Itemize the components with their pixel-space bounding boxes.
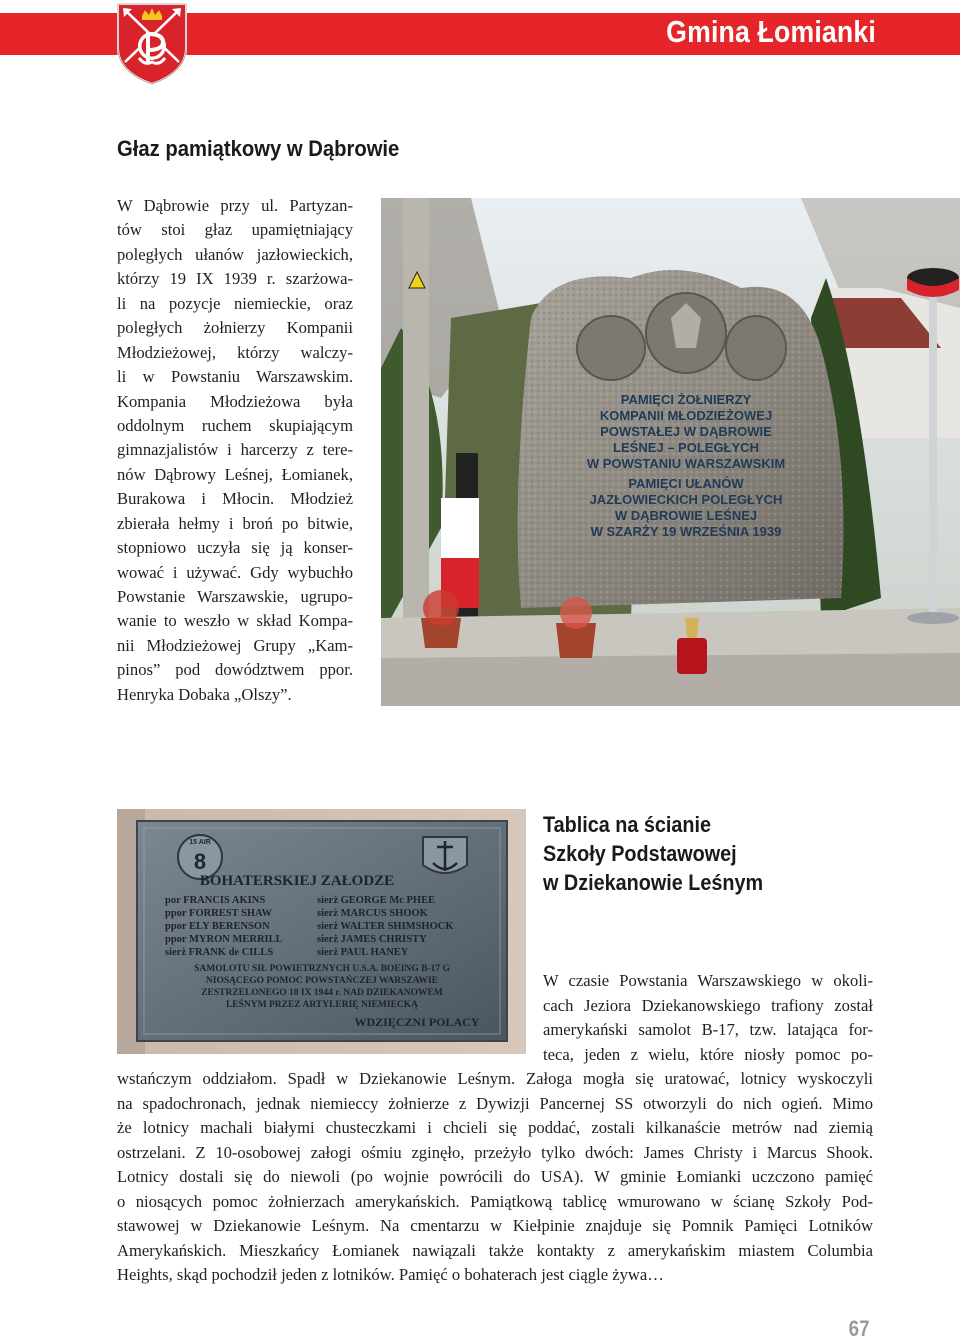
text-line: oddolnym ruchem skupiającym — [117, 415, 353, 435]
stone-inscription-line: W POWSTANIU WARSZAWSKIM — [586, 456, 786, 471]
plaque-crew-right: sierż WALTER SHIMSHOCK — [317, 921, 454, 932]
plaque-text-line: LEŚNYM PRZEZ ARTYLERIĘ NIEMIECKĄ — [225, 1000, 419, 1010]
text-line: nii Młodzieżowej Grupy „Kam- — [117, 635, 353, 655]
text-line: cach Jeziora Dziekanowskiego trafiony został — [543, 995, 873, 1015]
text-line: że lotnicy machali białymi chusteczkami i chcieli się poddać, zostali kilkanaście metrów nad ziemią — [117, 1118, 873, 1137]
text-line: pinos” pod dowództwem ppor. — [117, 660, 353, 680]
plaque-crew-right: sierż GEORGE Mc PHEE — [317, 895, 436, 906]
section-heading-tablica: Tablica na ścianie Szkoły Podstawowej w Dziekanowie Leśnym — [543, 812, 764, 895]
tablica-body-text — [117, 1067, 873, 1288]
text-line: Lotnicy dostali się do niewoli (po wojnie powrócili do USA). W gminie Łomianki uczczono pamięć — [117, 1167, 873, 1186]
text-line: W czasie Powstania Warszawskiego w okoli- — [543, 971, 873, 990]
text-line: zbierała hełmy i broń po bitwie, — [117, 513, 353, 533]
text-line: Młodzieżowej, którzy walczy- — [117, 342, 353, 362]
text-line: li w Powstaniu Warszawskim. — [117, 367, 353, 387]
text-line: li na pozycje niemieckie, oraz — [117, 293, 353, 313]
plaque-text-line: ZESTRZELONEGO 18 IX 1944 r. NAD DZIEKANOWEM — [201, 988, 443, 998]
stone-inscription-line: W SZARŻY 19 WRZEŚNIA 1939 — [590, 524, 782, 539]
text-line: na spadochronach, jednak niemieccy żołnierze z Dywizji Pancernej SS otworzyli do nich ogień. Mimo — [117, 1093, 873, 1113]
text-line: W Dąbrowie przy ul. Partyzan- — [117, 196, 353, 215]
plaque-crew-right: sierż MARCUS SHOOK — [317, 908, 428, 919]
text-line: poległych żołnierzy Kompanii — [117, 318, 353, 338]
page-number: 67 — [848, 1316, 869, 1341]
text-line: wanie to weszło w skład Kompa- — [117, 611, 353, 631]
text-line: o niosących pomoc żołnierzach amerykańskich. Pamiątkową tablicę wmurowano w ścianę Szkoły Pod- — [117, 1191, 873, 1211]
memorial-stone-photo — [381, 198, 960, 706]
stone-inscription-line: PAMIĘCI UŁANÓW — [628, 476, 744, 491]
glaz-description — [117, 194, 353, 707]
text-line: nów Dąbrowy Leśnej, Łomianek, — [117, 464, 353, 484]
tablica-intro-text — [543, 969, 873, 1067]
text-line: tów stoi głaz upamiętniający — [117, 220, 353, 240]
plaque-crew-right: sierż JAMES CHRISTY — [317, 934, 427, 945]
text-line: ostrzelani. Z 10-osobowej załogi ośmiu zginęło, przeżyło tylko dwóch: James Christy i Marcus Shook. — [117, 1142, 873, 1162]
plaque-crew-left: por FRANCIS AKINS — [165, 895, 266, 906]
text-line: poległych ułanów jazłowieckich, — [117, 244, 353, 264]
plaque-crew-left: ppor FORREST SHAW — [165, 908, 272, 919]
plaque-crew-left: ppor MYRON MERRILL — [165, 934, 283, 945]
crew-plaque-photo — [117, 809, 526, 1054]
text-line: którzy 19 IX 1939 r. szarżowa- — [117, 269, 353, 289]
plaque-text-line: SAMOLOTU SIŁ POWIETRZNYCH U.S.A. BOEING B-17 G — [194, 964, 450, 974]
text-line: Henryka Dobaka „Olszy”. — [117, 684, 292, 704]
plaque-title: BOHATERSKIEJ ZAŁODZE — [199, 873, 395, 889]
plaque-badge-label: 15 AIR — [189, 839, 211, 846]
text-line: Burakowa i Młocin. Młodzież — [117, 489, 353, 509]
text-line: Powstanie Warszawskie, ugrupo- — [117, 587, 353, 606]
text-line: amerykański samolot B-17, tzw. latająca for- — [543, 1020, 873, 1039]
stone-inscription-line: PAMIĘCI ŻOŁNIERZY — [620, 392, 752, 407]
stone-inscription-line: POWSTAŁEJ W DĄBROWIE — [600, 424, 772, 439]
plaque-crew-left: ppor ELY BERENSON — [165, 921, 270, 932]
plaque-signature: WDZIĘCZNI POLACY — [354, 1015, 480, 1029]
plaque-text-line: NIOSĄCEGO POMOC POWSTAŃCZEJ WARSZAWIE — [205, 976, 439, 986]
svg-text:8: 8 — [193, 849, 207, 874]
plaque-crew-right: sierż PAUL HANEY — [317, 947, 409, 958]
text-line: stawowej w Dziekanowie Leśnym. Na cmentarzu w Kiełpinie znajduje się Pomnik Pamięci Lotników — [117, 1216, 873, 1235]
coat-of-arms-logo — [115, 0, 189, 86]
stone-inscription-line: LEŚNEJ – POLEGŁYCH — [613, 440, 759, 455]
stone-inscription-line: JAZŁOWIECKICH POLEGŁYCH — [589, 492, 783, 507]
plaque-crew-left: sierż FRANK de CILLS — [165, 947, 274, 958]
header-title: Gmina Łomianki — [666, 14, 876, 49]
text-line: Kompania Młodzieżowa była — [117, 391, 353, 411]
section-heading-glaz: Głaz pamiątkowy w Dąbrowie — [117, 136, 400, 161]
stone-inscription-line: W DĄBROWIE LEŚNEJ — [614, 508, 758, 523]
text-line: teca, jeden z wielu, które niosły pomoc po- — [543, 1044, 873, 1064]
text-line: Heights, skąd pochodził jeden z lotników. Pamięć o bohaterach jest ciągle żywa… — [117, 1265, 664, 1284]
stone-inscription-line: KOMPANII MŁODZIEŻOWEJ — [599, 408, 773, 423]
text-line: wować i używać. Gdy wybuchło — [117, 562, 353, 582]
text-line: wstańczym oddziałom. Spadł w Dziekanowie Leśnym. Załoga mogła się uratować, lotnicy wyskoczyli — [117, 1069, 873, 1088]
text-line: Amerykańskich. Mieszkańcy Łomianek nawiązali także kontakty z amerykańskim miastem Columbia — [117, 1240, 873, 1260]
text-line: gimnazjalistów i harcerzy z tere- — [117, 440, 353, 460]
text-line: stopniowo uczyła się ją konser- — [117, 538, 353, 558]
